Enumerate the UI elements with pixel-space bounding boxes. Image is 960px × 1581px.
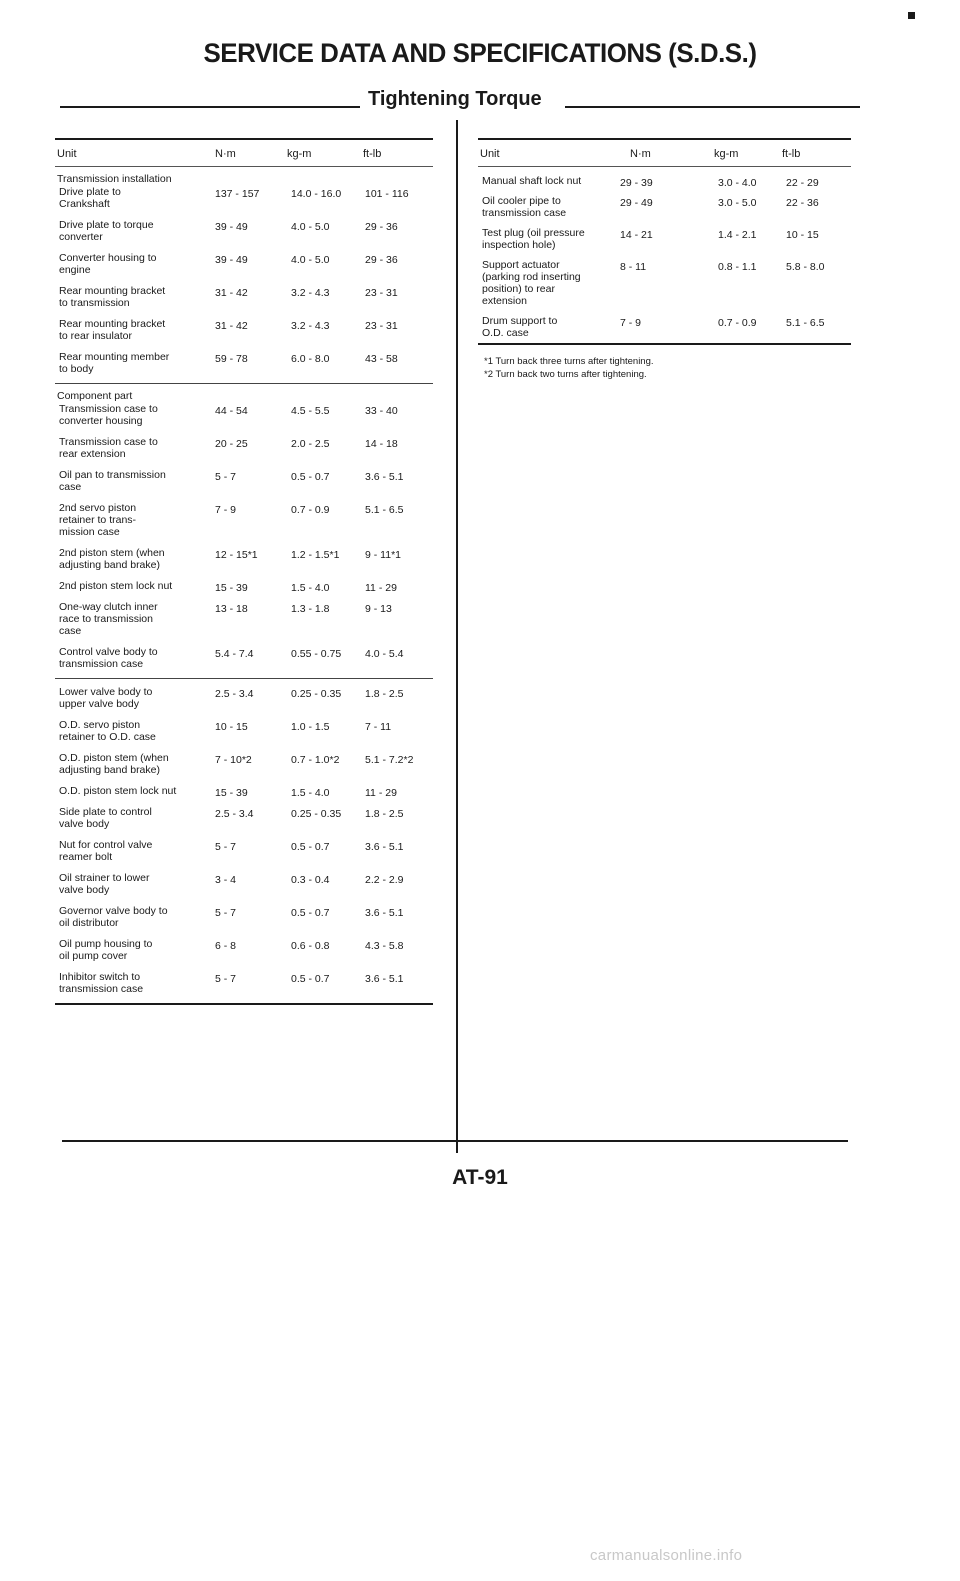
cell-nm: 7 - 9 (215, 504, 237, 516)
table-row (55, 318, 433, 342)
cell-kgm: 0.25 - 0.35 (291, 808, 342, 820)
cell-ftlb: 4.3 - 5.8 (365, 940, 404, 952)
row-label: Manual shaft lock nut (482, 175, 582, 187)
cell-kgm: 0.7 - 0.9 (718, 317, 757, 329)
table-row (55, 252, 433, 276)
cell-ftlb: 101 - 116 (365, 188, 409, 200)
cell-ftlb: 3.6 - 5.1 (365, 973, 404, 985)
cell-kgm: 1.5 - 4.0 (291, 582, 330, 594)
table-row (55, 186, 433, 210)
cell-ftlb: 14 - 18 (365, 438, 398, 450)
cell-kgm: 0.5 - 0.7 (291, 471, 330, 483)
cell-nm: 5 - 7 (215, 471, 237, 483)
cell-kgm: 4.0 - 5.0 (291, 254, 330, 266)
table-row (55, 469, 433, 493)
row-label: Support actuator (parking rod inserting position) to rear extension (482, 259, 581, 307)
footnote: *1 Turn back three turns after tightening. (484, 356, 654, 367)
cell-kgm: 0.55 - 0.75 (291, 648, 342, 660)
cell-nm: 137 - 157 (215, 188, 260, 200)
cell-kgm: 1.3 - 1.8 (291, 603, 330, 615)
corner-mark (908, 12, 915, 19)
cell-kgm: 0.6 - 0.8 (291, 940, 330, 952)
cell-ftlb: 33 - 40 (365, 405, 398, 417)
cell-ftlb: 11 - 29 (365, 582, 397, 594)
table-row (55, 436, 433, 460)
cell-nm: 3 - 4 (215, 874, 237, 886)
left-table-body (55, 167, 433, 995)
cell-kgm: 6.0 - 8.0 (291, 353, 330, 365)
cell-nm: 12 - 15*1 (215, 549, 258, 561)
cell-nm: 31 - 42 (215, 320, 248, 332)
table-row (55, 580, 433, 592)
cell-nm: 59 - 78 (215, 353, 248, 365)
cell-kgm: 3.2 - 4.3 (291, 320, 330, 332)
cell-ftlb: 3.6 - 5.1 (365, 841, 404, 853)
group-title: Component part (57, 390, 133, 402)
table-row (55, 646, 433, 670)
left-torque-table (55, 138, 433, 1005)
row-label: 2nd piston stem lock nut (59, 580, 173, 592)
cell-nm: 44 - 54 (215, 405, 248, 417)
cell-kgm: 1.0 - 1.5 (291, 721, 330, 733)
table-row (55, 219, 433, 243)
row-label: Nut for control valve reamer bolt (59, 839, 153, 863)
heading-rule-left (60, 106, 360, 108)
cell-nm: 5 - 7 (215, 841, 237, 853)
heading-rule-right (565, 106, 860, 108)
footnotes (478, 355, 851, 381)
cell-kgm: 3.0 - 5.0 (718, 197, 757, 209)
row-label: One-way clutch inner race to transmission case (59, 601, 158, 637)
cell-ftlb: 29 - 36 (365, 254, 398, 266)
row-label: Oil pump housing to oil pump cover (59, 938, 153, 962)
cell-ftlb: 10 - 15 (786, 229, 819, 241)
row-label: Drive plate to torque converter (59, 219, 154, 243)
section-heading (60, 88, 860, 114)
cell-kgm: 2.0 - 2.5 (291, 438, 330, 450)
cell-kgm: 1.4 - 2.1 (718, 229, 757, 241)
header-unit: Unit (480, 148, 500, 160)
header-rule (478, 166, 851, 167)
row-label: Drum support to O.D. case (482, 315, 558, 339)
cell-nm: 29 - 39 (620, 177, 653, 189)
row-label: O.D. servo piston retainer to O.D. case (59, 719, 156, 743)
cell-nm: 39 - 49 (215, 221, 248, 233)
cell-nm: 2.5 - 3.4 (215, 688, 254, 700)
row-label: O.D. piston stem lock nut (59, 785, 177, 797)
cell-ftlb: 1.8 - 2.5 (365, 808, 404, 820)
footnote: *2 Turn back two turns after tightening. (484, 369, 647, 380)
row-label: Lower valve body to upper valve body (59, 686, 153, 710)
cell-kgm: 0.5 - 0.7 (291, 907, 330, 919)
cell-kgm: 1.2 - 1.5*1 (291, 549, 340, 561)
cell-nm: 7 - 10*2 (215, 754, 252, 766)
cell-ftlb: 43 - 58 (365, 353, 398, 365)
cell-nm: 14 - 21 (620, 229, 653, 241)
table-row (55, 686, 433, 710)
cell-kgm: 0.5 - 0.7 (291, 841, 330, 853)
page-number: AT-91 (452, 1166, 508, 1189)
row-label: Test plug (oil pressure inspection hole) (482, 227, 585, 251)
watermark: carmanualsonline.info (590, 1547, 743, 1564)
row-label: Oil cooler pipe to transmission case (482, 195, 567, 219)
table-row (55, 547, 433, 571)
cell-nm: 6 - 8 (215, 940, 237, 952)
table-row (55, 839, 433, 863)
table-row (55, 752, 433, 776)
table-row (55, 872, 433, 896)
header-unit: Unit (57, 148, 77, 160)
cell-nm: 5 - 7 (215, 973, 237, 985)
row-label: O.D. piston stem (when adjusting band brake) (59, 752, 169, 776)
row-label: Transmission case to converter housing (59, 403, 158, 427)
header-nm: N·m (215, 148, 236, 160)
cell-kgm: 14.0 - 16.0 (291, 188, 342, 200)
cell-kgm: 0.7 - 0.9 (291, 504, 330, 516)
cell-nm: 20 - 25 (215, 438, 248, 450)
cell-ftlb: 5.1 - 6.5 (786, 317, 825, 329)
cell-ftlb: 1.8 - 2.5 (365, 688, 404, 700)
cell-nm: 5 - 7 (215, 907, 237, 919)
cell-ftlb: 4.0 - 5.4 (365, 648, 404, 660)
cell-ftlb: 5.8 - 8.0 (786, 261, 825, 273)
header-kgm: kg-m (714, 148, 739, 160)
section-title: Tightening Torque (368, 88, 542, 110)
column-divider (456, 120, 458, 1153)
cell-kgm: 1.5 - 4.0 (291, 787, 330, 799)
table-row (478, 259, 851, 307)
table-row (55, 285, 433, 309)
page-title: SERVICE DATA AND SPECIFICATIONS (S.D.S.) (203, 38, 757, 68)
cell-kgm: 4.5 - 5.5 (291, 405, 330, 417)
cell-ftlb: 29 - 36 (365, 221, 398, 233)
right-torque-table (478, 138, 851, 381)
cell-ftlb: 22 - 36 (786, 197, 819, 209)
cell-ftlb: 3.6 - 5.1 (365, 907, 404, 919)
cell-nm: 8 - 11 (620, 261, 647, 273)
row-label: Converter housing to engine (59, 252, 157, 276)
header-ftlb: ft-lb (782, 148, 801, 160)
cell-kgm: 0.5 - 0.7 (291, 973, 330, 985)
row-label: 2nd servo piston retainer to trans- mission case (59, 502, 137, 538)
table-row (55, 785, 433, 797)
cell-ftlb: 9 - 11*1 (365, 549, 401, 561)
cell-ftlb: 7 - 11 (365, 721, 392, 733)
group-separator (55, 678, 433, 679)
row-label: Rear mounting member to body (59, 351, 170, 375)
table-row (55, 905, 433, 929)
cell-ftlb: 5.1 - 7.2*2 (365, 754, 414, 766)
table-row (478, 175, 851, 187)
group-title: Transmission installation (57, 173, 172, 185)
table-row (55, 938, 433, 962)
table-row (55, 806, 433, 830)
header-kgm: kg-m (287, 148, 312, 160)
row-label: Drive plate to Crankshaft (59, 186, 121, 210)
right-table-body (478, 175, 851, 339)
table-bottom-rule (478, 343, 851, 345)
cell-nm: 39 - 49 (215, 254, 248, 266)
cell-nm: 10 - 15 (215, 721, 248, 733)
header-nm: N·m (630, 148, 651, 160)
row-label: Transmission case to rear extension (59, 436, 158, 460)
row-label: Control valve body to transmission case (59, 646, 158, 670)
cell-kgm: 0.8 - 1.1 (718, 261, 757, 273)
cell-ftlb: 23 - 31 (365, 287, 398, 299)
cell-nm: 5.4 - 7.4 (215, 648, 254, 660)
cell-ftlb: 23 - 31 (365, 320, 398, 332)
table-row (55, 719, 433, 743)
cell-ftlb: 11 - 29 (365, 787, 397, 799)
cell-kgm: 3.0 - 4.0 (718, 177, 757, 189)
table-row (478, 227, 851, 251)
table-header (478, 140, 851, 166)
row-label: Governor valve body to oil distributor (59, 905, 168, 929)
cell-nm: 29 - 49 (620, 197, 653, 209)
row-label: Side plate to control valve body (59, 806, 152, 830)
cell-kgm: 3.2 - 4.3 (291, 287, 330, 299)
table-row (55, 403, 433, 427)
row-label: Inhibitor switch to transmission case (59, 971, 144, 995)
table-row (55, 502, 433, 538)
cell-kgm: 0.7 - 1.0*2 (291, 754, 340, 766)
row-label: 2nd piston stem (when adjusting band brake) (59, 547, 165, 571)
cell-kgm: 0.25 - 0.35 (291, 688, 342, 700)
cell-nm: 31 - 42 (215, 287, 248, 299)
cell-nm: 13 - 18 (215, 603, 248, 615)
cell-ftlb: 2.2 - 2.9 (365, 874, 404, 886)
table-bottom-rule (55, 1003, 433, 1005)
table-row (478, 315, 851, 339)
header-ftlb: ft-lb (363, 148, 382, 160)
row-label: Oil strainer to lower valve body (59, 872, 150, 896)
cell-nm: 2.5 - 3.4 (215, 808, 254, 820)
row-label: Rear mounting bracket to rear insulator (59, 318, 166, 342)
cell-ftlb: 5.1 - 6.5 (365, 504, 404, 516)
cell-ftlb: 22 - 29 (786, 177, 819, 189)
cell-nm: 15 - 39 (215, 582, 248, 594)
table-row (55, 971, 433, 995)
cell-ftlb: 3.6 - 5.1 (365, 471, 404, 483)
row-label: Oil pan to transmission case (59, 469, 166, 493)
cell-nm: 15 - 39 (215, 787, 248, 799)
cell-kgm: 4.0 - 5.0 (291, 221, 330, 233)
cell-ftlb: 9 - 13 (365, 603, 392, 615)
table-row (478, 195, 851, 219)
table-row (55, 351, 433, 375)
table-row (55, 601, 433, 637)
table-header (55, 140, 433, 166)
row-label: Rear mounting bracket to transmission (59, 285, 166, 309)
page-bottom-rule (62, 1140, 848, 1142)
cell-kgm: 0.3 - 0.4 (291, 874, 330, 886)
cell-nm: 7 - 9 (620, 317, 642, 329)
